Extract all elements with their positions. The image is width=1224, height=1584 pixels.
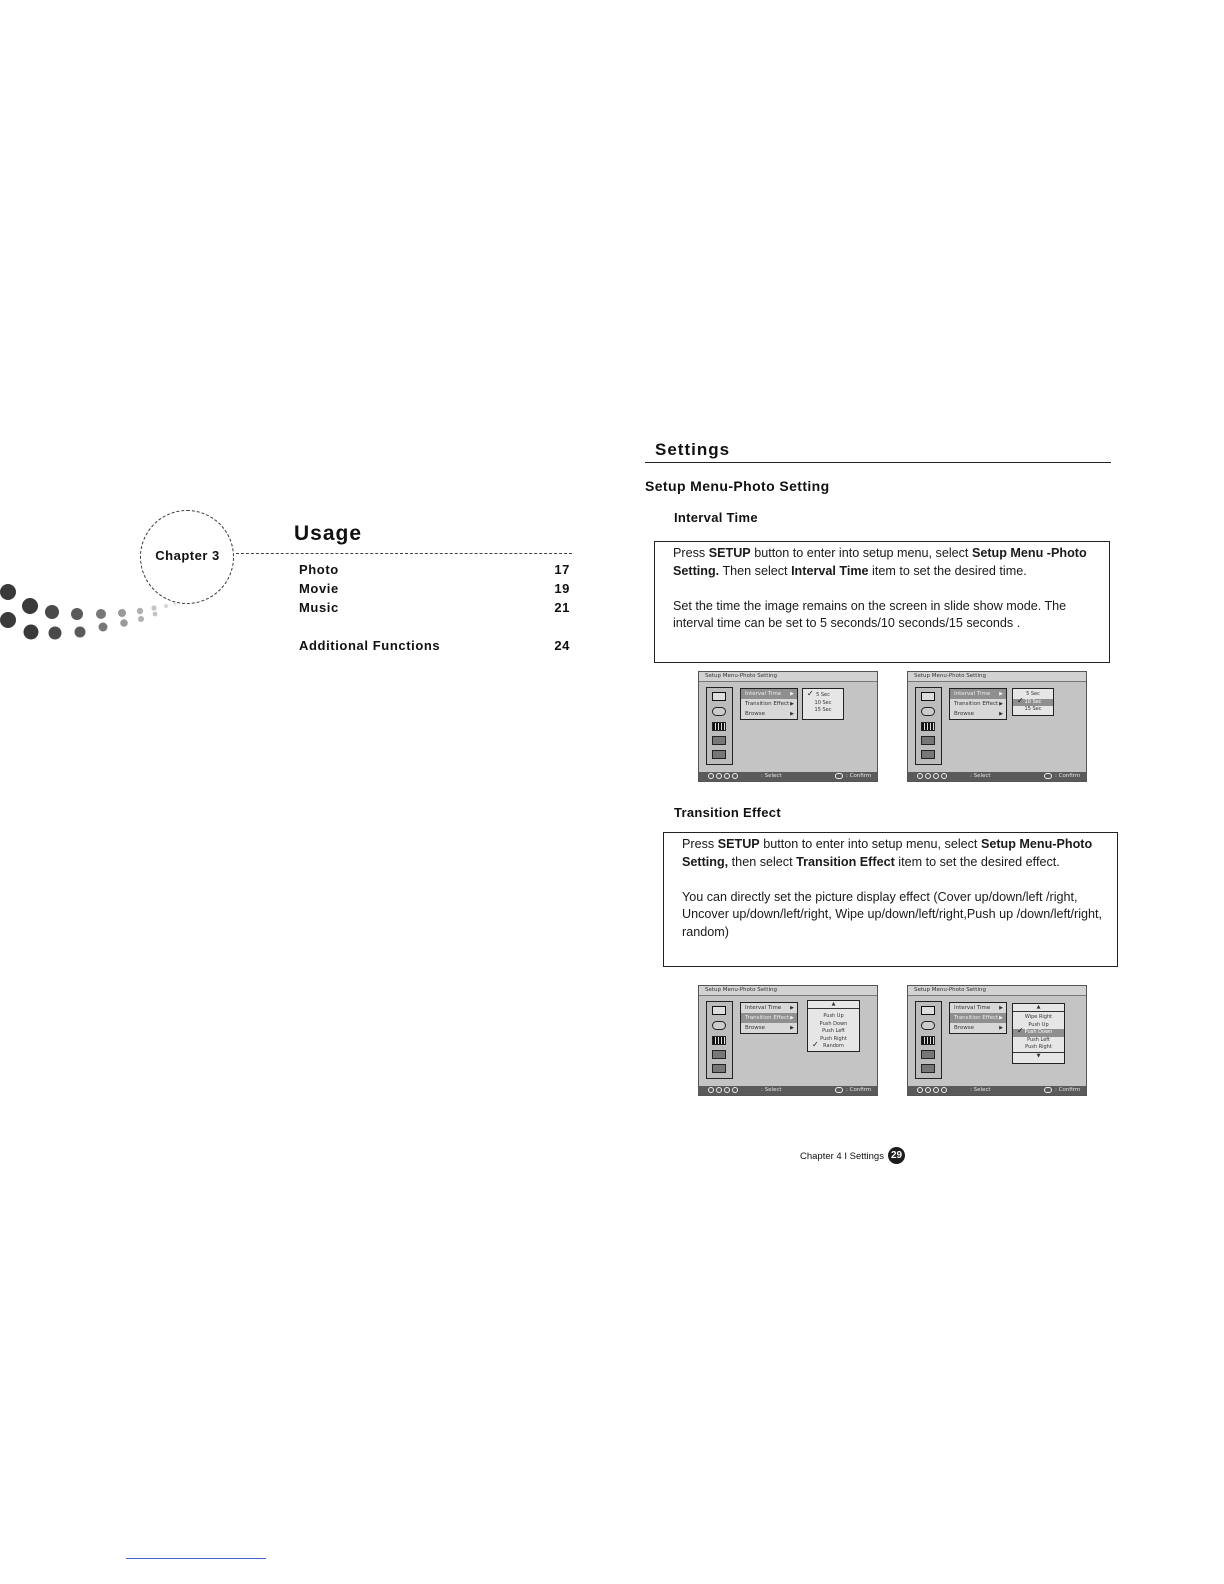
osd-option[interactable]: Wipe Right (1024, 1014, 1053, 1020)
nav-keys-icon (708, 1087, 740, 1096)
osd-header: Setup Menu-Photo Setting (699, 672, 877, 682)
scroll-down-icon[interactable]: ▼ (1013, 1052, 1064, 1060)
enter-key-icon (835, 1087, 843, 1093)
osd-icon-column (706, 1001, 733, 1079)
osd-option[interactable]: Push Left (1027, 1036, 1050, 1043)
osd-option[interactable]: 5 Sec (1026, 691, 1040, 697)
osd-option[interactable]: Push Left (822, 1028, 845, 1034)
bottom-rule (126, 1558, 266, 1559)
music-icon (921, 736, 935, 745)
check-icon: ✓ (1017, 695, 1024, 705)
music-icon (712, 736, 726, 745)
disc-icon (921, 1021, 935, 1030)
osd-transition-screenshot-1 (698, 985, 878, 1096)
osd-interval-screenshot-2 (907, 671, 1087, 782)
osd-option[interactable]: Push Right (820, 1035, 847, 1042)
osd-menu-item[interactable]: Browse ▶ (745, 711, 794, 717)
toc-page: 17 (554, 562, 570, 577)
osd-option[interactable]: ✓ Push Down (1013, 1029, 1064, 1037)
osd-menu-item[interactable]: Interval Time ▶ (745, 1005, 794, 1011)
osd-submenu (807, 1000, 860, 1052)
music-icon (712, 1050, 726, 1059)
osd-menu-item[interactable]: Browse ▶ (954, 1025, 1003, 1031)
footer-select-label: : Select (970, 773, 991, 779)
arrow-right-icon: ▶ (999, 1005, 1003, 1011)
footer-confirm-label: : Confirm (846, 773, 872, 779)
toc-item-music[interactable] (299, 600, 570, 615)
osd-menu-item[interactable]: Browse ▶ (745, 1025, 794, 1031)
arrow-right-icon: ▶ (790, 711, 794, 717)
interval-paragraph-1: Press SETUP button to enter into setup menu, select Setup Menu -Photo Setting. Then select Interval Time item to set the desired time. (673, 546, 1087, 578)
toc-item-movie[interactable] (299, 581, 570, 596)
nav-keys-icon (708, 773, 740, 782)
osd-submenu (1012, 688, 1054, 716)
osd-icon-column (915, 687, 942, 765)
transition-effect-title: Transition Effect (674, 805, 781, 820)
footer-select-label: : Select (761, 1087, 782, 1093)
osd-submenu (802, 688, 844, 720)
film-icon (712, 1036, 726, 1045)
enter-key-icon (1044, 773, 1052, 779)
toc-label: Additional Functions (299, 638, 441, 653)
osd-menu-item[interactable]: Transition Effect ▶ (745, 701, 794, 707)
section-title: Setup Menu-Photo Setting (645, 478, 830, 494)
transition-paragraph-1: Press SETUP button to enter into setup menu, select Setup Menu-Photo Setting, then select Transition Effect item to set the desired effect. (682, 837, 1093, 869)
disc-icon (712, 1021, 726, 1030)
osd-interval-screenshot-1 (698, 671, 878, 782)
scroll-up-icon[interactable]: ▲ (808, 1001, 859, 1009)
osd-menu (740, 688, 798, 720)
transition-effect-textbox (663, 832, 1118, 967)
osd-option[interactable]: Push Right (1025, 1044, 1052, 1050)
film-icon (712, 722, 726, 731)
exit-icon (921, 750, 935, 759)
enter-key-icon (835, 773, 843, 779)
toc-item-additional-functions[interactable] (299, 638, 570, 653)
arrow-right-icon: ▶ (790, 701, 794, 707)
toc-page: 24 (554, 638, 570, 653)
arrow-right-icon: ▶ (999, 691, 1003, 697)
page-footer-text: Chapter 4 I Settings (800, 1151, 884, 1162)
osd-menu (740, 1002, 798, 1034)
film-icon (921, 722, 935, 731)
osd-option[interactable]: Push Down (819, 1020, 848, 1027)
toc-item-photo[interactable] (299, 562, 570, 577)
footer-select-label: : Select (970, 1087, 991, 1093)
osd-option[interactable]: ✓ 5 Sec (807, 689, 830, 698)
decorative-dots (0, 580, 200, 650)
interval-paragraph-2: Set the time the image remains on the screen in slide show mode. The interval time can be set to 5 seconds/10 seconds/15 seconds . (673, 598, 1067, 630)
check-icon: ✓ (812, 1040, 819, 1049)
photo-icon (921, 692, 935, 701)
interval-time-title: Interval Time (674, 510, 758, 525)
check-icon: ✓ (1017, 1026, 1024, 1035)
footer-confirm-label: : Confirm (1055, 773, 1081, 779)
arrow-right-icon: ▶ (999, 1015, 1003, 1021)
osd-option[interactable]: 10 Sec (814, 699, 832, 706)
arrow-right-icon: ▶ (999, 1025, 1003, 1031)
osd-menu-item[interactable]: Interval Time ▶ (954, 1005, 1003, 1011)
photo-icon (712, 692, 726, 701)
osd-footer (699, 772, 877, 781)
nav-keys-icon (917, 773, 949, 782)
footer-confirm-label: : Confirm (1055, 1087, 1081, 1093)
osd-option[interactable]: ✓ 10 Sec (1013, 699, 1053, 707)
osd-icon-column (706, 687, 733, 765)
chapter-label: Chapter 3 (155, 548, 220, 563)
footer-confirm-label: : Confirm (846, 1087, 872, 1093)
arrow-right-icon: ▶ (790, 1025, 794, 1031)
osd-option[interactable]: Push Up (823, 1013, 844, 1019)
photo-icon (921, 1006, 935, 1015)
osd-icon-column (915, 1001, 942, 1079)
osd-menu-item[interactable]: Interval Time ▶ (741, 689, 797, 699)
photo-icon (712, 1006, 726, 1015)
osd-menu (949, 688, 1007, 720)
osd-option[interactable]: ✓ Random (812, 1040, 844, 1049)
arrow-right-icon: ▶ (999, 701, 1003, 707)
exit-icon (712, 1064, 726, 1073)
page-number-badge: 29 (888, 1147, 905, 1164)
osd-option[interactable]: 15 Sec (1024, 706, 1042, 712)
header-rule (645, 462, 1111, 463)
osd-submenu (1012, 1003, 1065, 1064)
osd-footer (908, 1086, 1086, 1095)
osd-option[interactable]: 15 Sec (814, 707, 832, 713)
toc-page: 21 (554, 600, 570, 615)
osd-menu-item[interactable]: Transition Effect ▶ (741, 1013, 797, 1023)
music-icon (921, 1050, 935, 1059)
toc-page: 19 (554, 581, 570, 596)
toc-label: Movie (299, 581, 339, 596)
osd-menu-item[interactable]: Interval Time ▶ (950, 689, 1006, 699)
nav-keys-icon (917, 1087, 949, 1096)
osd-footer (908, 772, 1086, 781)
arrow-right-icon: ▶ (999, 711, 1003, 717)
interval-time-textbox (654, 541, 1110, 663)
check-icon: ✓ (807, 689, 814, 698)
osd-menu (949, 1002, 1007, 1034)
osd-header: Setup Menu-Photo Setting (699, 986, 877, 996)
settings-title: Settings (655, 440, 731, 459)
toc-label: Photo (299, 562, 339, 577)
enter-key-icon (1044, 1087, 1052, 1093)
osd-header: Setup Menu-Photo Setting (908, 672, 1086, 682)
footer-select-label: : Select (761, 773, 782, 779)
chapter-divider (236, 553, 572, 554)
osd-footer (699, 1086, 877, 1095)
osd-menu-item[interactable]: Browse ▶ (954, 711, 1003, 717)
exit-icon (921, 1064, 935, 1073)
arrow-right-icon: ▶ (790, 691, 794, 697)
osd-option[interactable]: Push Up (1028, 1021, 1049, 1028)
disc-icon (712, 707, 726, 716)
osd-menu-item[interactable]: Transition Effect ▶ (954, 701, 1003, 707)
osd-menu-item[interactable]: Transition Effect ▶ (950, 1013, 1006, 1023)
film-icon (921, 1036, 935, 1045)
osd-header: Setup Menu-Photo Setting (908, 986, 1086, 996)
toc-label: Music (299, 600, 339, 615)
osd-transition-screenshot-2 (907, 985, 1087, 1096)
exit-icon (712, 750, 726, 759)
arrow-right-icon: ▶ (790, 1015, 794, 1021)
scroll-up-icon[interactable]: ▲ (1013, 1004, 1064, 1012)
usage-title: Usage (294, 522, 363, 545)
transition-paragraph-2: You can directly set the picture display effect (Cover up/down/left /right, Uncover up/down/left/right, Wipe up/down/left/right,Push up /down/left/right, random) (682, 889, 1103, 939)
disc-icon (921, 707, 935, 716)
arrow-right-icon: ▶ (790, 1005, 794, 1011)
